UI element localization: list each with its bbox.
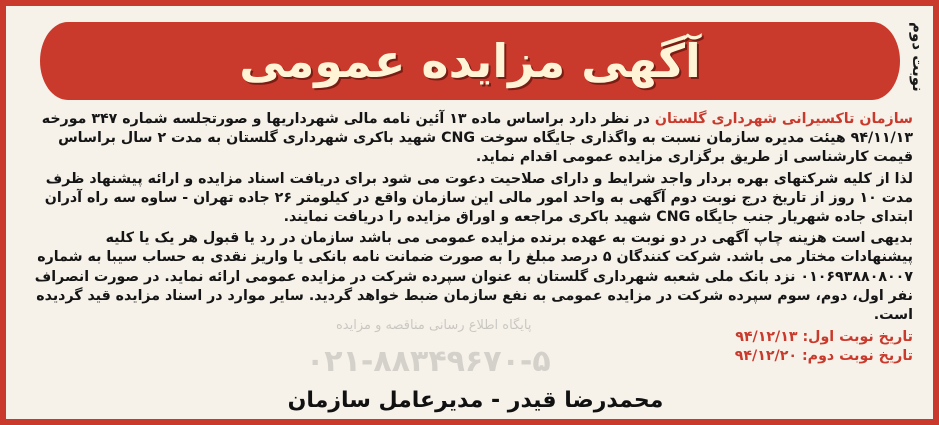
organization-name: سازمان تاکسیرانی شهرداری گلستان bbox=[654, 111, 913, 127]
round-label: نوبت دوم bbox=[909, 22, 927, 92]
paragraph-intro bbox=[33, 110, 913, 168]
ad-body bbox=[33, 110, 913, 327]
watermark-text: پایگاه اطلاع رسانی مناقصه و مزایده bbox=[336, 318, 532, 333]
signature: محمدرضا قیدر - مدیرعامل سازمان bbox=[287, 388, 664, 413]
watermark-phone: ۰۲۱-۸۸۳۴۹۶۷۰-۵ bbox=[306, 344, 551, 379]
first-round-date: تاریخ نوبت اول: ۹۴/۱۲/۱۳ bbox=[735, 329, 913, 345]
paragraph-conditions: بدیهی است هزینه چاپ آگهی در دو نوبت به عهده برنده مزایده عمومی می باشد سازمان در رد یا قبول هر یک یا کلیه پیشنهادات مختار می باشد. شرکت کنندگان ۵ درصد مبلغ را به صورت ضمانت نامه بانکی یا واریز نقدی به حساب سیبا به شماره ۰۱۰۶۹۳۸۸۰۸۰۰۷ نزد بانک ملی شعبه شهرداری گلستان به عنوان سپرده شرکت در مزایده عمومی ارائه نماید. در صورت انصراف نفر اول، دوم، سوم سپرده شرکت در مزایده عمومی به نفع سازمان ضبط خواهد گردید. سایر موارد در اسناد مزایده قید گردیده است. bbox=[34, 230, 913, 324]
paragraph-invitation: لذا از کلیه شرکتهای بهره بردار واجد شرایط و دارای صلاحیت دعوت می شود برای دریافت اسناد مزایده و ارائه پیشنهاد ظرف مدت ۱۰ روز از تاریخ درج نوبت دوم آگهی به واحد امور مالی این سازمان واقع در کیلومتر ۲۶ جاده تهران - ساوه سه راه آدران ابتدای جاده شهریار جنب جایگاه CNG شهید باکری مراجعه و اوراق مزایده را دریافت نمایند. bbox=[44, 170, 913, 226]
ad-title: آگهی مزایده عمومی bbox=[239, 34, 701, 88]
publication-dates bbox=[735, 328, 913, 366]
second-round-date: تاریخ نوبت دوم: ۹۴/۱۲/۲۰ bbox=[734, 348, 913, 364]
paragraph-intro-text: در نظر دارد براساس ماده ۱۳ آئین نامه مالی شهرداریها و صورتجلسه شماره ۳۴۷ مورخه ۹۴/۱۱/۱۳ هیئت مدیره سازمان نسبت به واگذاری جایگاه سوخت CNG شهید باکری شهرداری گلستان به مدت ۲ سال براساس قیمت کارشناسی از طریق برگزاری مزایده عمومی اقدام نماید. bbox=[41, 111, 913, 166]
